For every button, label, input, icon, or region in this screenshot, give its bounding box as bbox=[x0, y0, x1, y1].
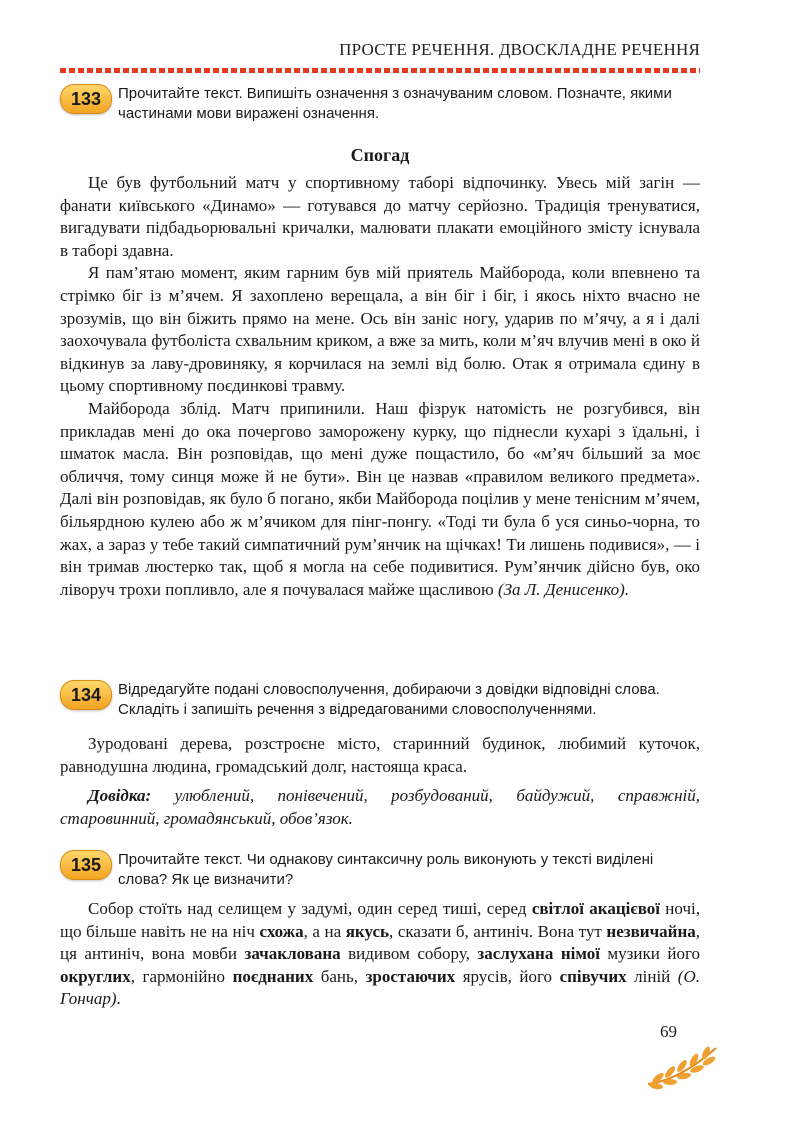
text-segment: , сказати б, антиніч. Вона тут bbox=[389, 921, 607, 941]
text-segment: , а на bbox=[303, 921, 346, 941]
phrases-list: Зуродовані дерева, розстроєне місто, старинний будинок, любимий куточок, равнодушна людина, громадський долг, настояща краса. bbox=[60, 734, 700, 776]
text-body-135 bbox=[60, 898, 700, 1011]
running-header: ПРОСТЕ РЕЧЕННЯ. ДВОСКЛАДНЕ РЕЧЕННЯ bbox=[339, 40, 700, 59]
text-segment: , ця антиніч, вона мовби bbox=[60, 921, 700, 964]
text-source: (За Л. Денисенко). bbox=[497, 579, 630, 599]
task-instruction: Прочитайте текст. Випишіть означення з означуваним словом. Позначте, якими частинами мови виражені означення. bbox=[118, 85, 672, 122]
task-instruction: Прочитайте текст. Чи однакову синтаксичну роль виконують у тексті виділені слова? Як це визначити? bbox=[118, 851, 654, 888]
text-body-133 bbox=[60, 172, 700, 601]
paragraph bbox=[60, 898, 700, 1011]
reference-block bbox=[60, 785, 700, 830]
wheat-ornament-icon bbox=[640, 1040, 720, 1090]
text-segment: ночі, що більше навіть не на ніч bbox=[60, 899, 700, 941]
highlighted-word: співучих bbox=[559, 966, 627, 986]
paragraph bbox=[60, 398, 700, 601]
highlighted-word: світлої акацієвої bbox=[531, 899, 660, 918]
text-segment: ліній bbox=[626, 966, 678, 986]
header-divider bbox=[60, 68, 700, 73]
reference-label: Довідка: bbox=[88, 786, 152, 805]
phrases-134 bbox=[60, 733, 700, 778]
paragraph: Я пам’ятаю момент, яким гарним був мій приятель Майборода, коли впевнено та стрімко біг із м’ячем. Я захоплено верещала, а він біг і біг, і якось ніхто вчасно не зрозумів, що він біжить прямо на мене. Ось він заніс ногу, ударив по м’ячу, а я і далі заохочувала футболіста схвальним криком, а вже за мить, коли м’яч влучив мені в око й відкинув за лаву-дровиняку, я корчилася на землі від болю. Отак я отримала єдину в цьому спортивному поєдинкові травму. bbox=[60, 263, 700, 396]
task-instruction: Відредагуйте подані словосполучення, добираючи з довідки відповідні слова. Складіть і запишіть речення з відредагованими словосполученнями. bbox=[118, 681, 660, 718]
text-segment: Собор стоїть над селищем у задумі, один серед тиші, серед bbox=[88, 899, 532, 918]
highlighted-word: незвичайна bbox=[606, 921, 696, 941]
page-number: 69 bbox=[660, 1022, 677, 1041]
text-segment: бань, bbox=[313, 966, 366, 986]
paragraph: Це був футбольний матч у спортивному таборі відпочинку. Увесь мій загін — фанати київського «Динамо» — готувався до матчу серйозно. Традиція тренуватися, вигадувати підбадьорювальні кричалки, малювати плакати емоційного змісту існувала в таборі здавна. bbox=[60, 173, 700, 260]
task-number-badge: 134 bbox=[60, 680, 112, 710]
text-segment: ярусів, його bbox=[455, 966, 560, 986]
text-segment: , гармонійно bbox=[130, 966, 233, 986]
task-number-badge: 135 bbox=[60, 850, 112, 880]
highlighted-word: заслухана німої bbox=[477, 944, 600, 964]
highlighted-word: схожа bbox=[259, 921, 304, 941]
text-segment: . bbox=[116, 989, 121, 1009]
text-source: (О. Гончар) bbox=[60, 966, 700, 1009]
reference-words: улюблений, понівечений, розбудований, байдужий, справжній, старовинний, громадянський, обов’язок. bbox=[60, 786, 700, 828]
text-segment: видивом собору, bbox=[340, 944, 478, 964]
task-135 bbox=[60, 850, 700, 890]
reference-134 bbox=[60, 785, 700, 830]
highlighted-word: зростаючих bbox=[365, 966, 456, 986]
text-title: Спогад bbox=[350, 145, 410, 165]
task-number-badge: 133 bbox=[60, 84, 112, 114]
highlighted-word: округлих bbox=[60, 966, 131, 986]
highlighted-word: поєднаних bbox=[232, 966, 314, 986]
highlighted-word: зачаклована bbox=[244, 944, 341, 964]
task-133 bbox=[60, 84, 700, 124]
text-segment: музики його bbox=[599, 944, 700, 964]
task-134 bbox=[60, 680, 700, 720]
highlighted-word: якусь bbox=[345, 921, 389, 941]
paragraph-text: Майборода зблід. Матч припинили. Наш фізрук натомість не розгубився, він прикладав мені до ока почергово заморожену курку, що піднесли кухарі з їдальні, і шматок масла. Він розповідав, що мені дуже пощастило, бо «м’яч більший за моє обличчя, тому синця може й не бути». Він це назвав «правилом великого предмета». Далі він розповідав, як було б погано, якби Майборода поцілив у мене тенісним м’ячем, більярдною кулею або ж м’ячиком для пінг-понгу. «Тоді ти була б уся синьо-чорна, то жах, а зараз у тебе такий симпатичний рум’янчик на щічках! Ти лишень подивися», — і він тримав люстерко так, щоб я могла на себе подивитися. Рум’янчик дійсно був, око ліворуч трохи попливло, але я почувалася майже щасливою bbox=[60, 398, 700, 599]
